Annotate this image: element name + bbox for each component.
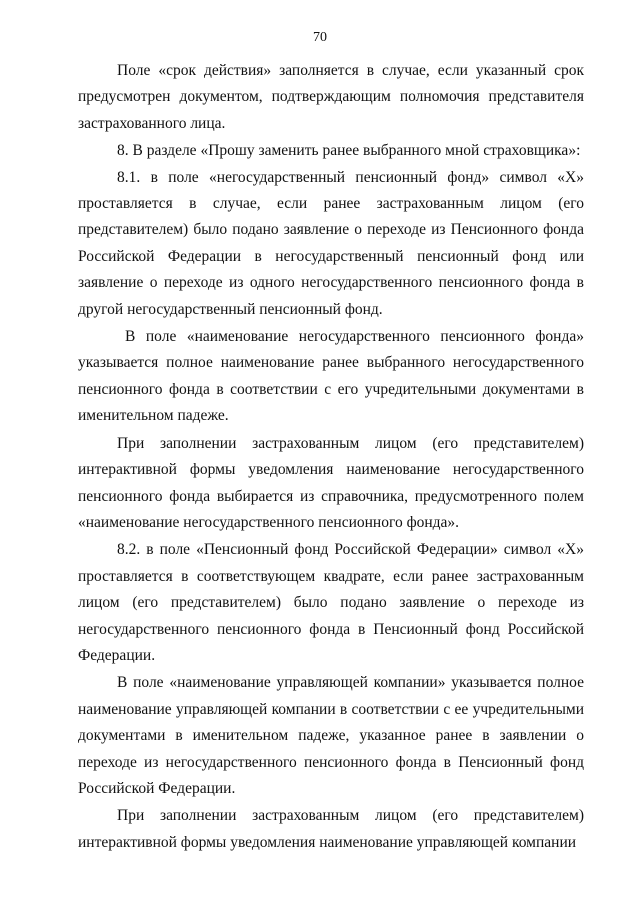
paragraph-management-company-field: В поле «наименование управляющей компании» указывается полное наименование управляющей компании в соответствии с ее учредительными документами в именительном падеже, указанное ранее в заявлении о переходе из негосударственного пенсионного фонда в Пенсионный фонд Российской Федерации.: [78, 674, 584, 797]
document-body: [78, 58, 584, 856]
paragraph-npf-interactive-form: При заполнении застрахованным лицом (его представителем) интерактивной формы уведомления наименование негосударственного пенсионного фонда выбирается из справочника, предусмотренного полем «наименование негосударственного пенсионного фонда».: [78, 434, 584, 531]
page-number: 70: [313, 30, 327, 45]
paragraph-management-company-interactive-form: При заполнении застрахованным лицом (его представителем) интерактивной формы уведомления наименование управляющей компании: [78, 807, 584, 851]
paragraph-validity-period: Поле «срок действия» заполняется в случае, если указанный срок предусмотрен документом, подтверждающим полномочия представителя застрахованного лица.: [78, 62, 584, 132]
paragraph-8-1-npf-field: 8.1. в поле «негосударственный пенсионный фонд» символ «X» проставляется в случае, если ранее застрахованным лицом (его представителем) было подано заявление о переходе из Пенсионного фонда Российской Федерации в негосударственный пенсионный фонд или заявление о переходе из одного негосударственного пенсионного фонда в другой негосударственный пенсионный фонд.: [78, 168, 584, 318]
paragraph-8-2-pfr-field: 8.2. в поле «Пенсионный фонд Российской Федерации» символ «X» проставляется в соответствующем квадрате, если ранее застрахованным лицом (его представителем) было подано заявление о переходе из негосударственного пенсионного фонда в Пенсионный фонд Российской Федерации.: [78, 541, 584, 664]
paragraph-section-8-heading: 8. В разделе «Прошу заменить ранее выбранного мной страховщика»:: [117, 142, 581, 160]
paragraph-npf-name-field: В поле «наименование негосударственного пенсионного фонда» указывается полное наименование ранее выбранного негосударственного пенсионного фонда в соответствии с его учредительными документами в именительном падеже.: [78, 328, 584, 425]
